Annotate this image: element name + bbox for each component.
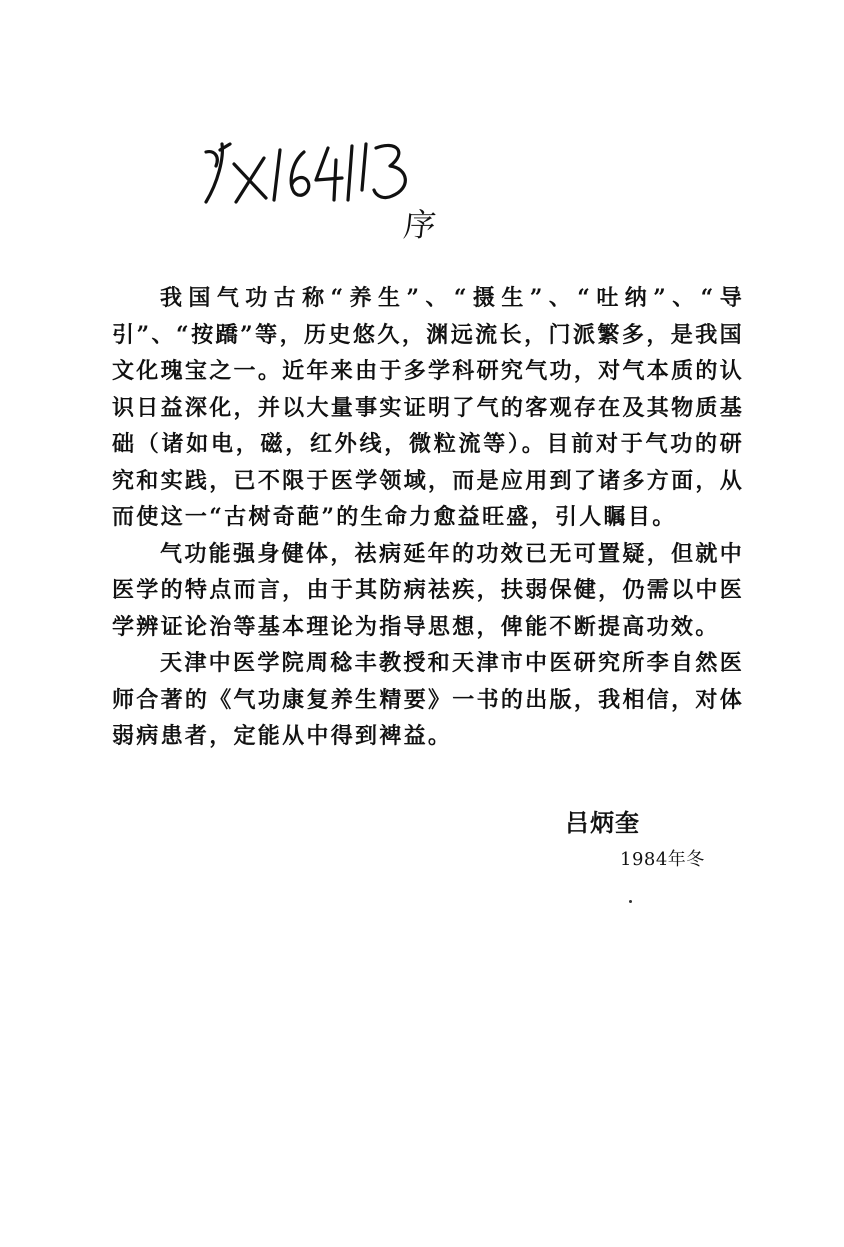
- handwritten-catalog-number-drawing: [200, 130, 420, 220]
- handwritten-catalog-number: [200, 130, 420, 220]
- preface-title: 序: [401, 206, 438, 244]
- paragraph-3: 天津中医学院周稔丰教授和天津市中医研究所李自然医师合著的《气功康复养生精要》一书的出版，我相信，对体弱病患者，定能从中得到裨益。: [112, 650, 744, 749]
- scan-speck: [629, 900, 632, 903]
- author-signature: 吕炳奎: [565, 809, 640, 837]
- date-line: 1984年冬: [620, 849, 705, 870]
- paragraph-2: 气功能强身健体，祛病延年的功效已无可置疑，但就中医学的特点而言，由于其防病祛疾，扶弱保健，仍需以中医学辨证论治等基本理论为指导思想，俾能不断提高功效。: [112, 540, 744, 640]
- paragraph-1: 我国气功古称“养生”、“摄生”、“吐纳”、“导引”、“按蹻”等，历史悠久，渊远流长，门派繁多，是我国文化瑰宝之一。近年来由于多学科研究气功，对气本质的认识日益深化，并以大量事实证明了气的客观存在及其物质基础（诸如电，磁，红外线，微粒流等）。目前对于气功的研究和实践，已不限于医学领域，而是应用到了诸多方面，从而使这一“古树奇葩”的生命力愈益旺盛，引人瞩目。: [112, 285, 744, 530]
- preface-body: [112, 280, 744, 755]
